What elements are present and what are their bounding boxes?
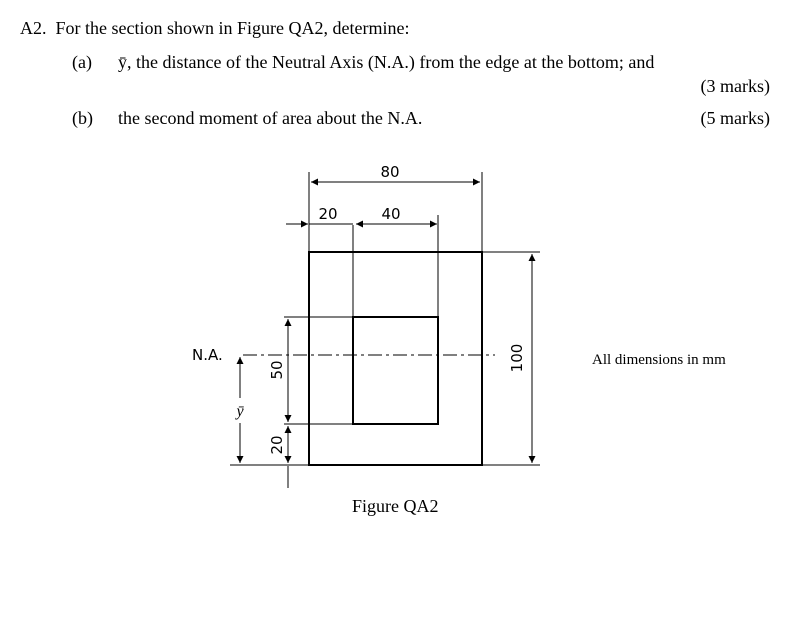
part-a-tag: (a) bbox=[72, 52, 92, 72]
ybar-label: ȳ bbox=[236, 403, 244, 420]
outer-rectangle bbox=[309, 252, 482, 465]
part-b-marks: (5 marks) bbox=[700, 108, 770, 128]
dim-label-20: 20 bbox=[318, 205, 338, 223]
part-b-tag: (b) bbox=[72, 108, 93, 128]
part-a-marks: (3 marks) bbox=[700, 76, 770, 96]
question-number: A2. bbox=[20, 18, 47, 38]
dim-label-50: 50 bbox=[268, 360, 286, 380]
part-a-text: ȳ, the distance of the Neutral Axis (N.A.) from the edge at the bottom; and bbox=[118, 52, 655, 72]
dimensions-note: All dimensions in mm bbox=[592, 352, 726, 368]
question-intro: For the section shown in Figure QA2, determine: bbox=[55, 18, 410, 38]
inner-hole-rectangle bbox=[353, 317, 438, 424]
part-b-text: the second moment of area about the N.A. bbox=[118, 108, 423, 128]
figure-caption: Figure QA2 bbox=[352, 496, 439, 516]
dim-label-80: 80 bbox=[380, 163, 400, 181]
dim-label-100: 100 bbox=[508, 343, 526, 373]
dim-label-20-bottom: 20 bbox=[268, 435, 286, 455]
neutral-axis-label: N.A. bbox=[192, 346, 223, 364]
dim-label-40: 40 bbox=[381, 205, 401, 223]
